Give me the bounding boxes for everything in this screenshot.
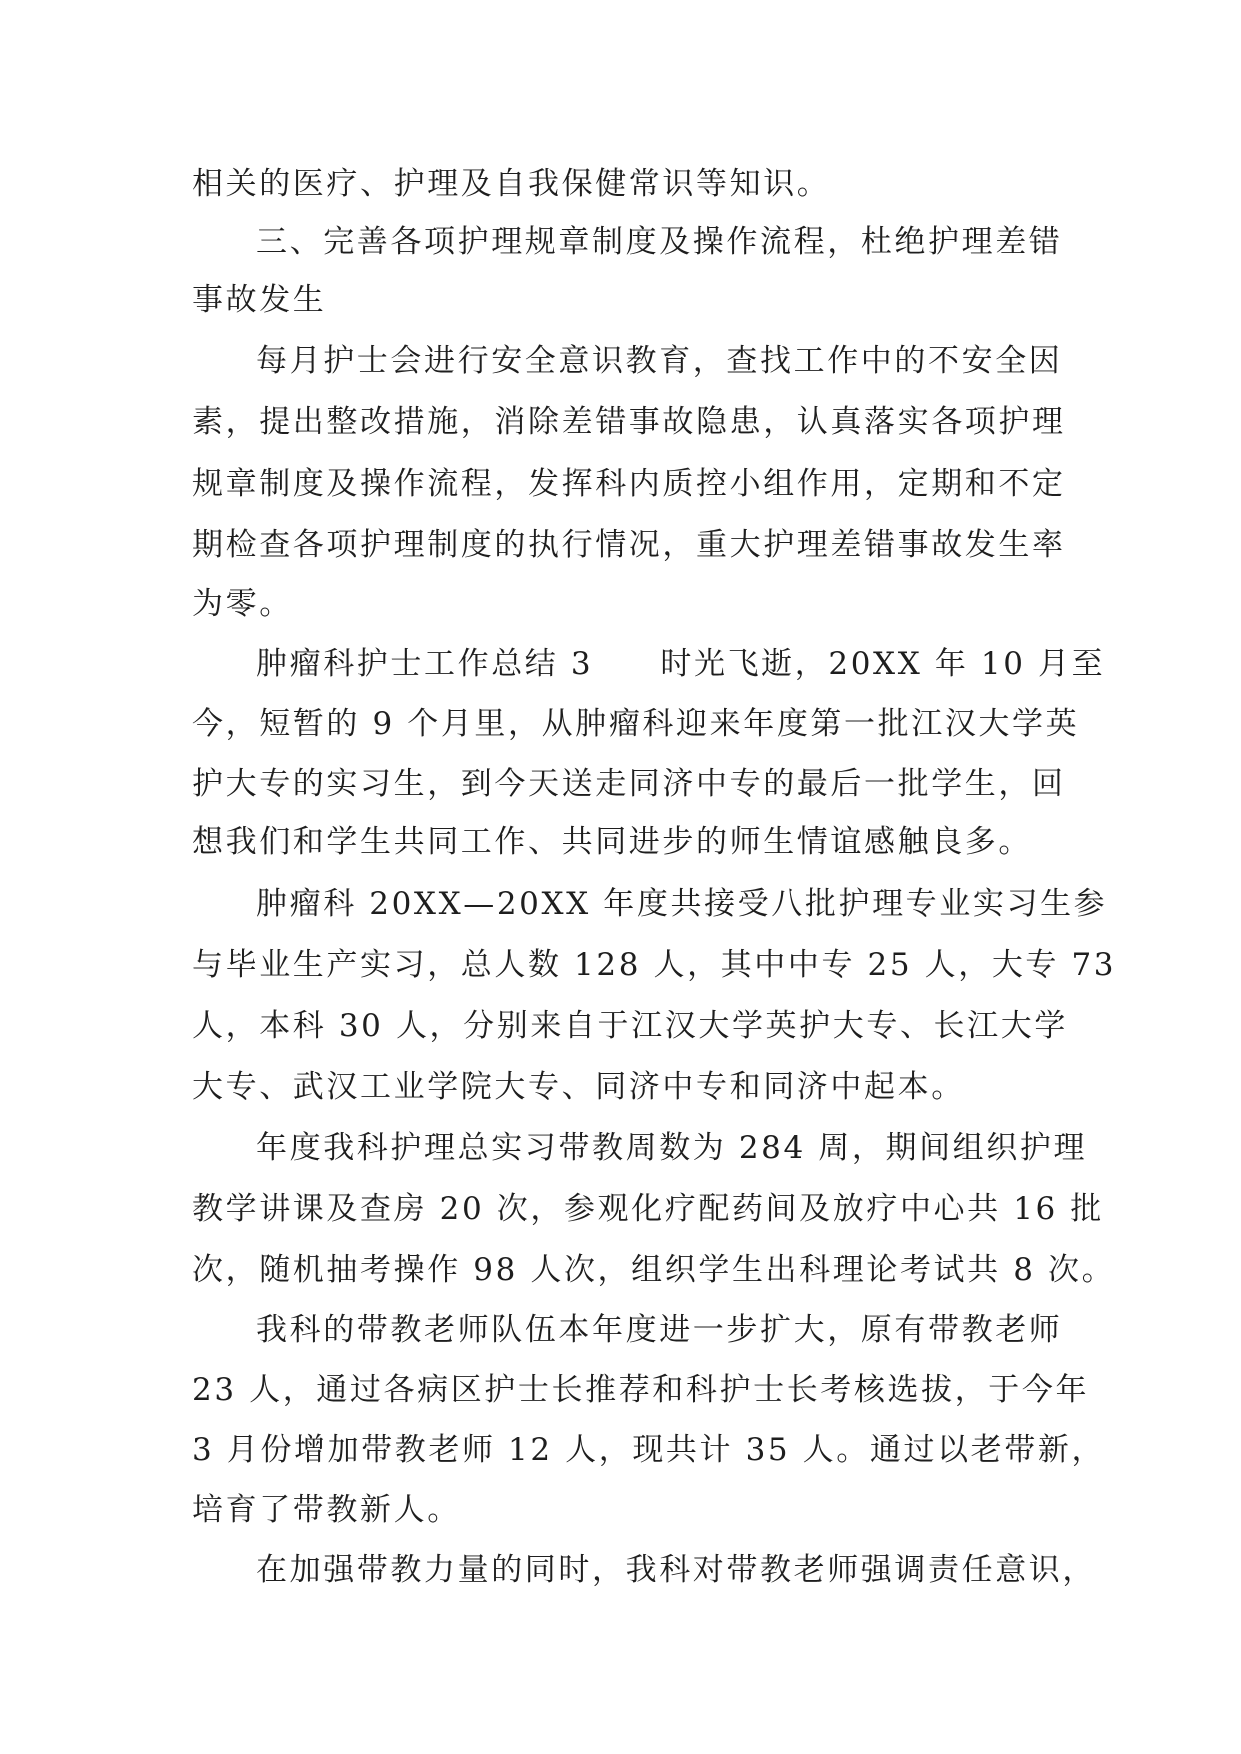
- section-heading-line: 三、完善各项护理规章制度及操作流程，杜绝护理差错: [256, 224, 1063, 260]
- text-line: 相关的医疗、护理及自我保健常识等知识。: [192, 166, 831, 202]
- text-line: 想我们和学生共同工作、共同进步的师生情谊感触良多。: [192, 824, 1032, 860]
- paragraph-first-line: 肿瘤科护士工作总结 3 时光飞逝，20XX 年 10 月至: [256, 646, 1106, 682]
- text-line: 为零。: [192, 586, 293, 622]
- text-line: 培育了带教新人。: [192, 1492, 461, 1528]
- text-line: 护大专的实习生，到今天送走同济中专的最后一批学生，回: [192, 766, 1066, 802]
- text-line: 与毕业生产实习，总人数 128 人，其中中专 25 人，大专 73: [192, 947, 1117, 983]
- section-heading-line: 事故发生: [192, 282, 327, 318]
- text-line: 大专、武汉工业学院大专、同济中专和同济中起本。: [192, 1069, 965, 1105]
- text-line: 期检查各项护理制度的执行情况，重大护理差错事故发生率: [192, 527, 1066, 563]
- paragraph-first-line: 肿瘤科 20XX—20XX 年度共接受八批护理专业实习生参: [256, 886, 1108, 922]
- text-line: 人，本科 30 人，分别来自于江汉大学英护大专、长江大学: [192, 1008, 1068, 1044]
- text-line: 3 月份增加带教老师 12 人，现共计 35 人。通过以老带新，: [192, 1432, 1106, 1468]
- text-line: 23 人，通过各病区护士长推荐和科护士长考核选拔，于今年: [192, 1372, 1090, 1408]
- paragraph-first-line: 我科的带教老师队伍本年度进一步扩大，原有带教老师: [256, 1312, 1063, 1348]
- paragraph-first-line: 年度我科护理总实习带教周数为 284 周，期间组织护理: [256, 1130, 1088, 1166]
- paragraph-first-line: 每月护士会进行安全意识教育，查找工作中的不安全因: [256, 343, 1063, 379]
- text-line: 规章制度及操作流程，发挥科内质控小组作用，定期和不定: [192, 466, 1066, 502]
- text-line: 素，提出整改措施，消除差错事故隐患，认真落实各项护理: [192, 404, 1066, 440]
- text-line: 次，随机抽考操作 98 人次，组织学生出科理论考试共 8 次。: [192, 1252, 1116, 1288]
- text-line: 教学讲课及查房 20 次，参观化疗配药间及放疗中心共 16 批: [192, 1191, 1104, 1227]
- paragraph-first-line: 在加强带教力量的同时，我科对带教老师强调责任意识，: [256, 1552, 1096, 1588]
- text-line: 今，短暂的 9 个月里，从肿瘤科迎来年度第一批江汉大学英: [192, 706, 1080, 742]
